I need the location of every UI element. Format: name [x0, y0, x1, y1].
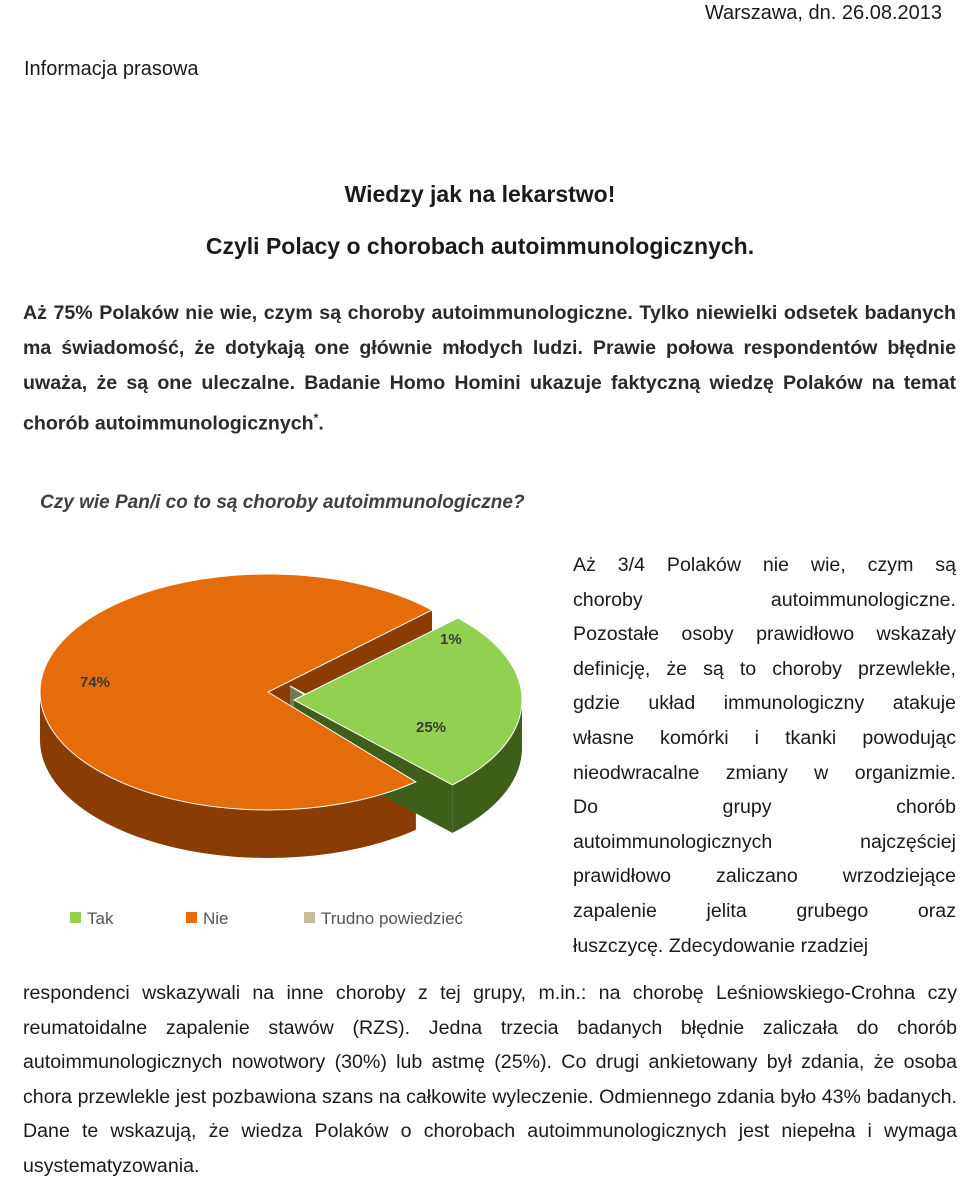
right-column-line: Aż 3/4 Polaków nie wie, czym są [573, 554, 956, 576]
right-column-line: nieodwracalne zmiany w organizmie. [573, 761, 956, 784]
subheadline: Czyli Polacy o chorobach autoimmunologicznych. [205, 233, 755, 259]
right-column-line: choroby autoimmunologiczne. [573, 588, 956, 611]
chart-title: Czy wie Pan/i co to są choroby autoimmunologiczne? [40, 492, 525, 513]
legend-label: Nie [203, 909, 229, 928]
legend-swatch [186, 912, 197, 923]
legend-label: Trudno powiedzieć [321, 909, 464, 928]
right-column-line: Pozostałe osoby prawidłowo wskazały [573, 623, 956, 646]
lead-text: Aż 75% Polaków nie wie, czym są choroby autoimmunologiczne. Tylko niewielki odsetek badanych ma świadomość, że dotykają one głównie młodych ludzi. Prawie połowa respondentów błędnie uważa, że są one uleczalne. Badanie Homo Homini ukazuje faktyczną wiedzę Polaków na temat chorób autoimmunologicznych [23, 302, 956, 435]
lead-end: . [318, 412, 324, 435]
legend-swatch [70, 912, 81, 923]
right-column-line: łuszczycę. Zdecydowanie rzadziej [573, 934, 869, 957]
right-column-line: Do grupy chorób [573, 796, 956, 819]
right-column-line: prawidłowo zaliczano wrzodziejące [573, 865, 956, 888]
right-column-line: zapalenie jelita grubego oraz [573, 899, 956, 922]
legend-label: Tak [87, 909, 114, 928]
lead-paragraph [23, 296, 956, 442]
footnote-mark: * [313, 411, 319, 425]
pie-value-label: 74% [80, 674, 111, 691]
body-paragraph: respondenci wskazywali na inne choroby z tej grupy, m.in.: na chorobę Leśniowskiego-Crohna czy reumatoidalne zapalenie stawów (RZS). Jedna trzecia badanych błędnie zaliczała do chorób autoimmunologicznych nowotwory (30%) lub astmę (25%). Co drugi ankietowany był zdania, że osoba chora przewlekle jest pozbawiona szans na całkowite wyleczenie. Odmiennego zdania było 43% badanych. Dane te wskazują, że wiedza Polaków o chorobach autoimmunologicznych jest niepełna i wymaga usystematyzowania. [23, 982, 957, 1177]
right-column-line: własne komórki i tkanki powodując [573, 726, 956, 749]
pie-value-label: 1% [440, 631, 462, 648]
right-column-text [573, 548, 956, 963]
document-date: Warszawa, dn. 26.08.2013 [704, 2, 942, 24]
pie-value-label: 25% [416, 719, 447, 736]
legend-swatch [304, 912, 315, 923]
document-type-label: Informacja prasowa [24, 58, 199, 80]
pie-chart [28, 482, 558, 952]
right-column-line: gdzie układ immunologiczny atakuje [573, 692, 956, 715]
chart-legend [70, 909, 464, 928]
headline: Wiedzy jak na lekarstwo! [344, 181, 616, 207]
right-column-line: autoimmunologicznych najczęściej [573, 830, 956, 853]
pie-chart-svg [28, 482, 558, 952]
right-column-line: definicję, że są to choroby przewlekłe, [573, 657, 956, 680]
